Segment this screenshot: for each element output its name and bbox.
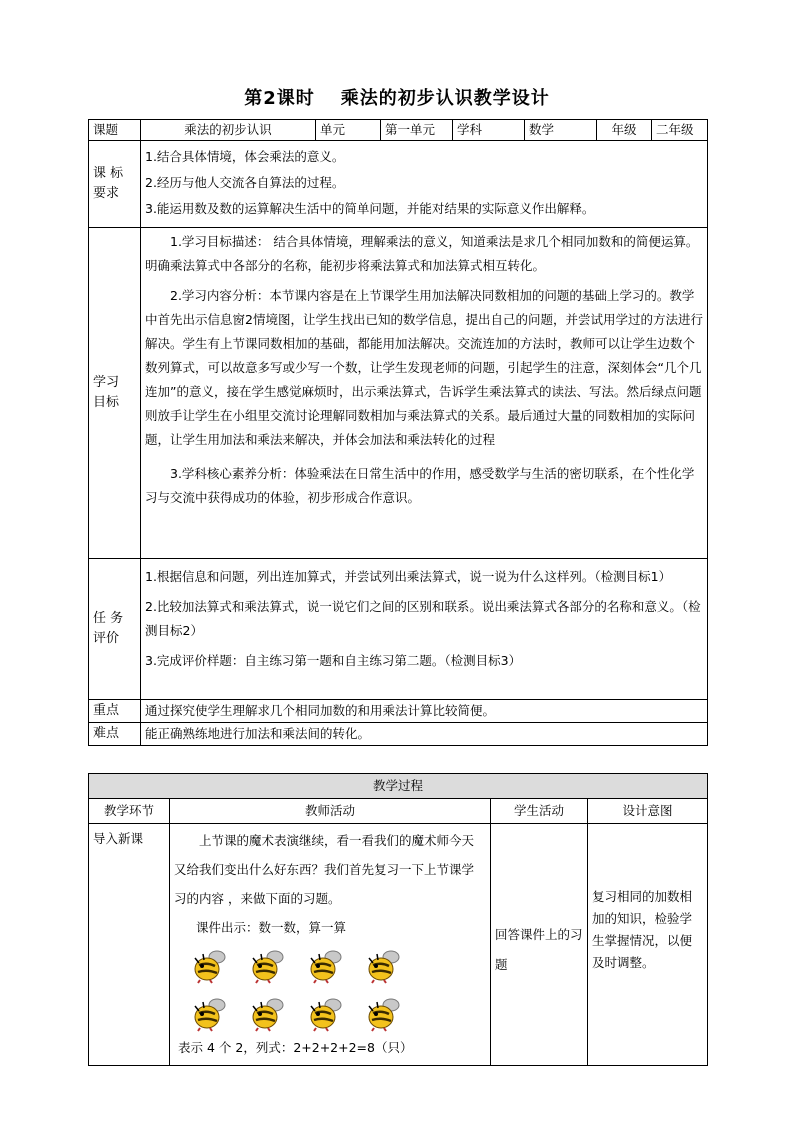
assessment-content	[141, 559, 708, 700]
bee-illustration	[180, 948, 486, 1032]
standards-label-line2: 要求	[93, 186, 120, 201]
teacher-activity-cell	[170, 824, 491, 1066]
assessment-item: 2.比较加法算式和乘法算式，说一说它们之间的区别和联系。说出乘法算式各部分的名称和意义。（检测目标2）	[145, 599, 701, 638]
teaching-process-table	[88, 773, 708, 1066]
bee-row	[190, 948, 486, 984]
bee-icon	[364, 996, 402, 1032]
lesson-title: 乘法的初步认识教学设计	[340, 88, 550, 109]
assessment-label-line2: 评价	[93, 631, 120, 646]
content-analysis: 2.学习内容分析：本节课内容是在上节课学生用加法解决同数相加的问题的基础上学习的。教学中首先出示信息窗2情境图，让学生找出已知的数学信息，提出自己的问题，并尝试用学过的方法进行解决。学生有上节课同数相加的基础，都能用加法解决。交流连加的方法时，教师可以让学生边数个数列算式，可以故意多写或少写一个数，让学生发现老师的问题，引起学生的注意，深刻体会“几个几连加”的意义，接在学生感觉麻烦时，出示乘法算式，告诉学生乘法算式的读法、写法。然后绿点问题则放手让学生在小组里交流讨论理解同数相加与乘法算式的关系。最后通过大量的同数相加的实际问题，让学生用加法和乘法来解决，并体会加法和乘法转化的过程	[145, 288, 703, 447]
unit-label: 单元	[316, 120, 381, 141]
page-title	[0, 84, 794, 110]
design-intent-cell: 复习相同的加数相加的知识，检验学生掌握情况，以便及时调整。	[588, 824, 708, 1066]
bee-icon	[190, 948, 228, 984]
key-point-label: 重点	[89, 700, 141, 723]
bee-row	[190, 996, 486, 1032]
objectives-label	[89, 228, 141, 559]
subject-label: 学科	[453, 120, 525, 141]
objectives-row	[89, 228, 708, 559]
objectives-label-line2: 目标	[93, 395, 120, 410]
bee-icon	[306, 996, 344, 1032]
col-student: 学生活动	[491, 799, 588, 824]
key-point-row	[89, 700, 708, 723]
grade-value: 二年级	[652, 120, 708, 141]
bee-icon	[306, 948, 344, 984]
process-column-row	[89, 799, 708, 824]
col-teacher: 教师活动	[170, 799, 491, 824]
key-point-text: 通过探究使学生理解求几个相同加数的和用乘法计算比较简便。	[141, 700, 708, 723]
process-row-intro	[89, 824, 708, 1066]
standards-content	[141, 141, 708, 228]
bee-icon	[248, 948, 286, 984]
student-activity-cell: 回答课件上的习题	[491, 824, 588, 1066]
col-intent: 设计意图	[588, 799, 708, 824]
assessment-item: 1.根据信息和问题，列出连加算式，并尝试列出乘法算式，说一说为什么这样列。（检测目标1）	[145, 569, 672, 584]
stage-cell: 导入新课	[89, 824, 170, 1066]
standards-label	[89, 141, 141, 228]
bee-equation: 表示 4 个 2，列式：2+2+2+2=8（只）	[178, 1040, 413, 1055]
assessment-row	[89, 559, 708, 700]
grade-label: 年级	[597, 120, 652, 141]
standard-item: 1.结合具体情境，体会乘法的意义。	[145, 149, 345, 164]
standard-item: 2.经历与他人交流各自算法的过程。	[145, 175, 345, 190]
standards-row	[89, 141, 708, 228]
assessment-item: 3.完成评价样题：自主练习第一题和自主练习第二题。（检测目标3）	[145, 653, 522, 668]
bee-icon	[364, 948, 402, 984]
process-heading-row	[89, 774, 708, 799]
courseware-prompt: 课件出示：数一数，算一算	[196, 920, 347, 935]
difficulty-text: 能正确熟练地进行加法和乘法间的转化。	[141, 723, 708, 746]
objective-description: 1.学习目标描述： 结合具体情境，理解乘法的意义，知道乘法是求几个相同加数和的简便运算。明确乘法算式中各部分的名称，能初步将乘法算式和加法算式相互转化。	[145, 234, 699, 273]
col-stage: 教学环节	[89, 799, 170, 824]
bee-icon	[190, 996, 228, 1032]
difficulty-row	[89, 723, 708, 746]
objectives-label-line1: 学习	[93, 375, 120, 390]
standard-item: 3.能运用数及数的运算解决生活中的简单问题，并能对结果的实际意义作出解释。	[145, 201, 595, 216]
difficulty-label: 难点	[89, 723, 141, 746]
topic-label: 课题	[89, 120, 141, 141]
lesson-info-table	[88, 119, 708, 746]
bee-icon	[248, 996, 286, 1032]
topic-value: 乘法的初步认识	[141, 120, 316, 141]
header-row	[89, 120, 708, 141]
assessment-label-line1: 任 务	[93, 611, 124, 626]
subject-value: 数学	[525, 120, 597, 141]
standards-label-line1: 课 标	[93, 166, 124, 181]
assessment-label	[89, 559, 141, 700]
unit-value: 第一单元	[381, 120, 453, 141]
objectives-content	[141, 228, 708, 559]
process-heading: 教学过程	[89, 774, 708, 799]
core-literacy: 3.学科核心素养分析：体验乘法在日常生活中的作用，感受数学与生活的密切联系，在个性化学习与交流中获得成功的体验，初步形成合作意识。	[145, 466, 695, 505]
teacher-intro: 上节课的魔术表演继续，看一看我们的魔术师今天又给我们变出什么好东西？我们首先复习一下上节课学习的内容 ，来做下面的习题。	[174, 833, 475, 906]
lesson-number: 第2课时	[244, 88, 315, 109]
